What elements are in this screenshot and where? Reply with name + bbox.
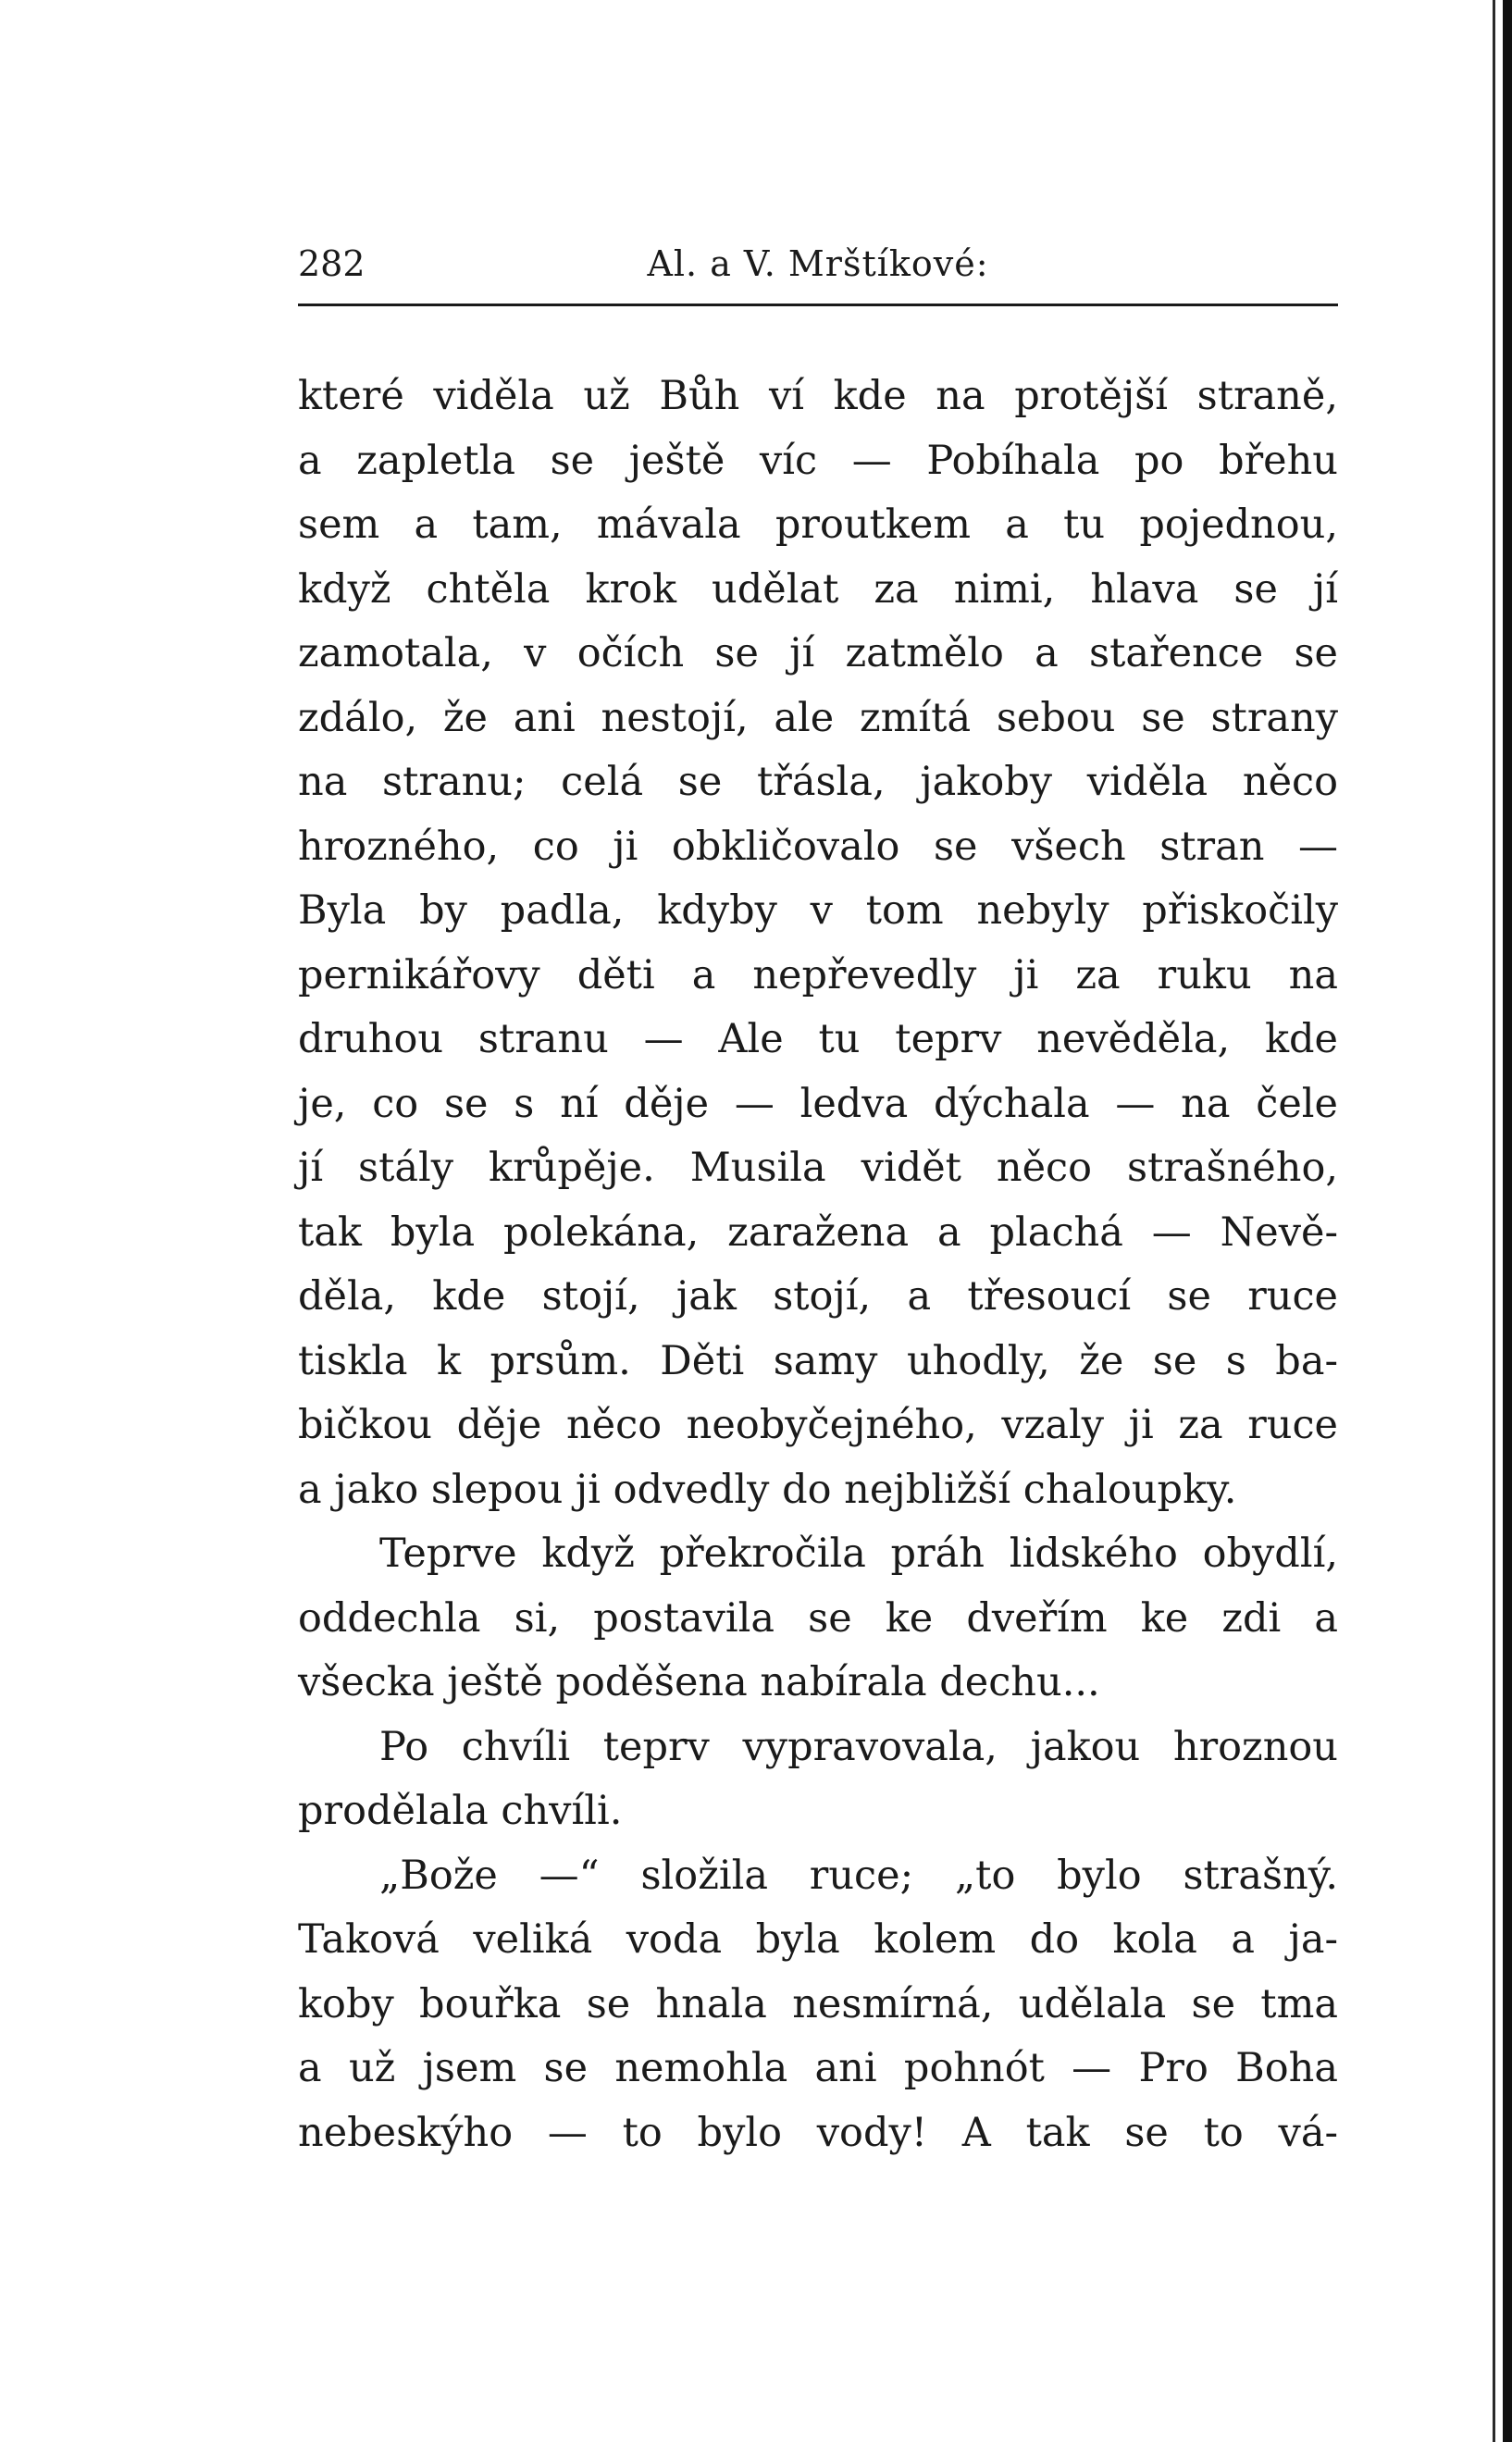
running-title: Al. a V. Mrštíkové: [647, 243, 989, 284]
scan-edge-line [1493, 0, 1495, 2442]
text-line: nebeskýho — to bylo vody! A tak se to vá- [298, 2109, 1338, 2156]
text-line: a jako slepou ji odvedly do nejbližší chaloupky. [298, 1466, 1237, 1513]
text-line: zdálo, že ani nestojí, ale zmítá sebou se strany [298, 694, 1338, 741]
text-line: které viděla už Bůh ví kde na protější straně, [298, 373, 1338, 419]
text-line: a už jsem se nemohla ani pohnót — Pro Boha [298, 2045, 1338, 2091]
header-rule [298, 304, 1338, 306]
text-line: hrozného, co ji obkličovalo se všech stran — [298, 823, 1338, 870]
text-line: bičkou děje něco neobyčejného, vzaly ji za ruce [298, 1402, 1338, 1448]
text-line: Po chvíli teprv vypravovala, jakou hroznou [379, 1723, 1338, 1770]
text-line: prodělala chvíli. [298, 1788, 623, 1834]
text-line: Byla by padla, kdyby v tom nebyly přiskočily [298, 887, 1338, 934]
body-text [298, 365, 1338, 2165]
text-line: je, co se s ní děje — ledva dýchala — na čele [298, 1080, 1338, 1127]
text-line: pernikářovy děti a nepřevedly ji za ruku na [298, 951, 1338, 998]
text-line: všecka ještě poděšena nabírala dechu... [298, 1659, 1100, 1705]
text-line: když chtěla krok udělat za nimi, hlava se jí [298, 565, 1338, 613]
text-line: druhou stranu — Ale tu teprv nevěděla, kde [298, 1016, 1338, 1062]
text-line: „Bože —“ složila ruce; „to bylo strašný. [379, 1852, 1338, 1899]
text-line: oddechla si, postavila se ke dveřím ke zdi a [298, 1594, 1338, 1642]
text-line: tiskla k prsům. Děti samy uhodly, že se s ba- [298, 1337, 1338, 1384]
text-line: Teprve když překročila práh lidského obydlí, [379, 1531, 1338, 1577]
text-line: a zapletla se ještě víc — Pobíhala po břehu [298, 437, 1338, 484]
text-line: tak byla polekána, zaražena a plachá — Nevě- [298, 1209, 1338, 1256]
text-line: koby bouřka se hnala nesmírná, udělala se tma [298, 1980, 1338, 2027]
scan-edge [1503, 0, 1512, 2442]
running-head [298, 231, 1338, 296]
text-line: sem a tam, mávala proutkem a tu pojednou, [298, 502, 1338, 548]
text-line: na stranu; celá se třásla, jakoby viděla něco [298, 759, 1338, 805]
text-line: jí stály krůpěje. Musila vidět něco strašného, [298, 1145, 1338, 1191]
text-line: děla, kde stojí, jak stojí, a třesoucí se ruce [298, 1273, 1338, 1320]
text-line: Taková veliká voda byla kolem do kola a ja- [298, 1916, 1338, 1963]
text-line: zamotala, v očích se jí zatmělo a stařence se [298, 630, 1338, 676]
page-number: 282 [298, 243, 366, 284]
book-page [298, 231, 1338, 2156]
